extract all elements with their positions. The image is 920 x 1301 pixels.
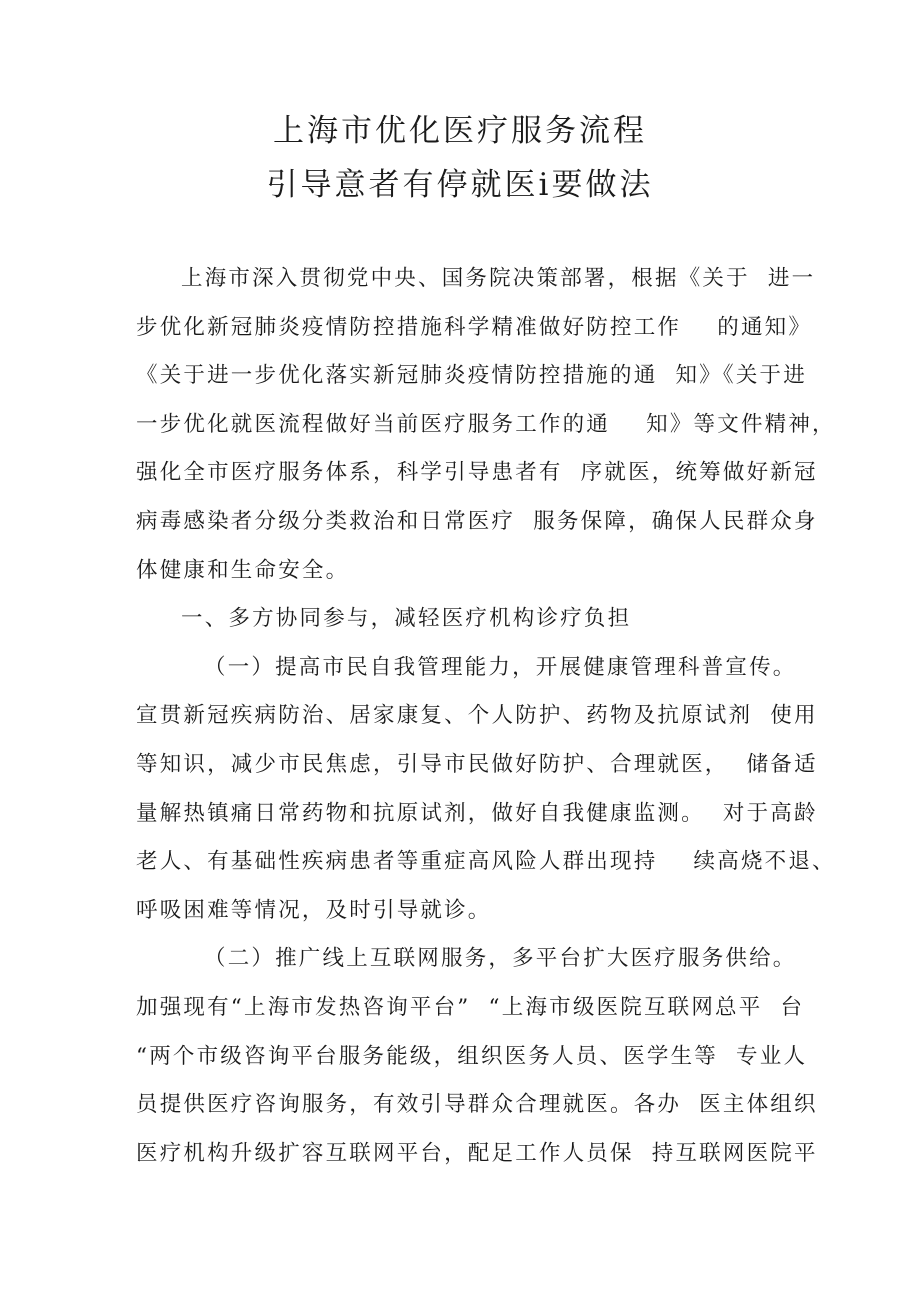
body-line: 等知识，减少市民焦虑，引导市民做好防护、合理就医， 储备适 bbox=[136, 751, 818, 777]
body-line: 呼吸困难等情况，及时引导就诊。 bbox=[136, 897, 492, 923]
body-line: 老人、有基础性疾病患者等重症高风险人群出现持 续高烧不退、 bbox=[136, 849, 836, 875]
document-body bbox=[136, 255, 836, 1178]
body-line: 上海市深入贯彻党中央、国务院决策部署，根据《关于 进一 bbox=[181, 266, 816, 291]
title-line-1: 上海市优化医疗服务流程 bbox=[273, 113, 647, 149]
body-line: 宣贯新冠疾病防治、居家康复、个人防护、药物及抗原试剂 使用 bbox=[136, 703, 818, 729]
body-line: 加强现有“上海市发热咨询平台” “上海市级医院互联网总平 台 bbox=[136, 994, 805, 1020]
body-line: 强化全市医疗服务体系，科学引导患者有 序就医，统筹做好新冠 bbox=[136, 460, 818, 486]
body-line: （二）推广线上互联网服务，多平台扩大医疗服务供给。 bbox=[204, 946, 797, 972]
body-line: 病毒感染者分级分类救治和日常医疗 服务保障，确保人民群众身 bbox=[136, 508, 818, 534]
title-line-2: 引导意者有停就医i要做法 bbox=[266, 167, 654, 203]
body-line: 步优化新冠肺炎疫情防控措施科学精准做好防控工作 的通知》 bbox=[136, 314, 813, 340]
document-title bbox=[0, 104, 920, 212]
body-line: 医疗机构升级扩容互联网平台，配足工作人员保 持互联网医院平 bbox=[136, 1140, 818, 1166]
body-line: 员提供医疗咨询服务，有效引导群众合理就医。各办 医主体组织 bbox=[136, 1092, 818, 1118]
body-line: （一）提高市民自我管理能力，开展健康管理科普宣传。 bbox=[204, 654, 797, 680]
body-line: 体健康和生命安全。 bbox=[136, 557, 350, 583]
body-line: 一、多方协同参与，减轻医疗机构诊疗负担 bbox=[181, 606, 632, 632]
body-line: 《关于进一步优化落实新冠肺炎疫情防控措施的通 知》《关于进 bbox=[136, 363, 807, 389]
body-line: 量解热镇痛日常药物和抗原试剂，做好自我健康监测。 对于高龄 bbox=[136, 800, 818, 826]
body-line: 一步优化就医流程做好当前医疗服务工作的通 知》等文件精神， bbox=[136, 411, 836, 437]
body-line: “两个市级咨询平台服务能级，组织医务人员、医学生等 专业人 bbox=[136, 1043, 808, 1069]
